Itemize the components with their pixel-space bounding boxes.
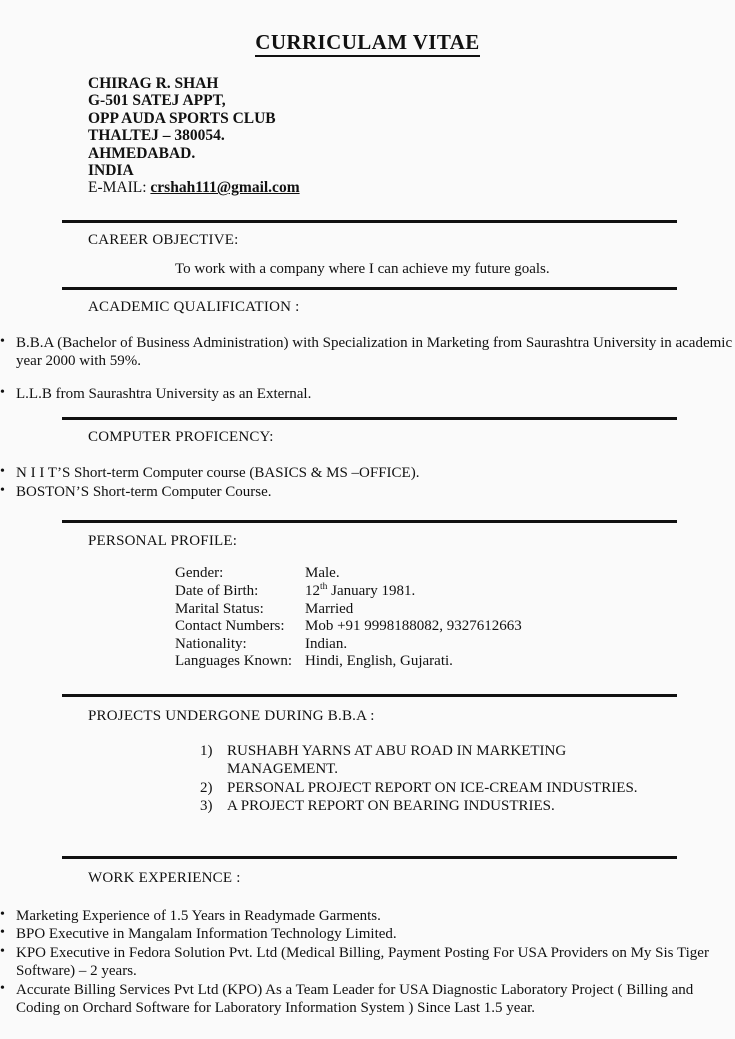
list-item: • BOSTON’S Short-term Computer Course. bbox=[0, 483, 735, 502]
work-experience-list bbox=[0, 907, 735, 1018]
table-row bbox=[175, 636, 522, 654]
address-line-4: AHMEDABAD. bbox=[88, 144, 196, 162]
dob-rest: January 1981. bbox=[327, 582, 416, 599]
section-heading-academic: ACADEMIC QUALIFICATION : bbox=[88, 298, 300, 315]
list-item-text: PERSONAL PROJECT REPORT ON ICE-CREAM INDUSTRIES. bbox=[227, 779, 638, 796]
address-line-2: OPP AUDA SPORTS CLUB bbox=[88, 109, 276, 127]
list-item: • N I I T’S Short-term Computer course (BASICS & MS –OFFICE). bbox=[0, 464, 735, 483]
profile-value: Indian. bbox=[305, 635, 348, 652]
list-item bbox=[200, 797, 675, 816]
table-row bbox=[175, 601, 522, 619]
email-label: E-MAIL: bbox=[88, 179, 151, 197]
projects-list bbox=[0, 742, 735, 816]
list-item: • Marketing Experience of 1.5 Years in Readymade Garments. bbox=[0, 907, 735, 926]
page-title-text: CURRICULAM VITAE bbox=[255, 30, 479, 57]
list-item: • Accurate Billing Services Pvt Ltd (KPO) As a Team Leader for USA Diagnostic Laboratory Project ( Billing and Coding on Orchard Software for Laboratory Information System ) Since Last 1.5 year. bbox=[0, 981, 735, 1018]
list-item bbox=[200, 779, 675, 798]
profile-value: Hindi, English, Gujarati. bbox=[305, 653, 453, 670]
address-line-5: INDIA bbox=[88, 162, 134, 180]
profile-value: Married bbox=[305, 600, 354, 617]
dob-day: 12 bbox=[305, 582, 320, 599]
list-item-number: 3) bbox=[200, 798, 213, 815]
profile-label: Date of Birth: bbox=[175, 582, 259, 599]
list-item: • L.L.B from Saurashtra University as an External. bbox=[0, 385, 735, 404]
address-line-3: THALTEJ – 380054. bbox=[88, 127, 225, 145]
profile-value: Male. bbox=[305, 565, 340, 582]
contact-block bbox=[0, 75, 735, 197]
list-item-text: A PROJECT REPORT ON BEARING INDUSTRIES. bbox=[227, 798, 555, 815]
dob-ordinal-suffix: th bbox=[320, 581, 328, 592]
profile-label: Languages Known: bbox=[175, 653, 293, 670]
profile-label: Nationality: bbox=[175, 635, 247, 652]
table-row bbox=[175, 653, 522, 671]
email-line bbox=[88, 179, 735, 196]
email-link[interactable]: crshah111@gmail.com bbox=[150, 179, 300, 197]
profile-label: Contact Numbers: bbox=[175, 618, 285, 635]
table-row bbox=[175, 565, 522, 583]
section-heading-personal-profile: PERSONAL PROFILE: bbox=[88, 533, 238, 550]
list-item-number: 1) bbox=[200, 742, 213, 759]
section-heading-career-objective: CAREER OBJECTIVE: bbox=[88, 231, 239, 248]
profile-value bbox=[305, 583, 522, 601]
profile-label: Gender: bbox=[175, 565, 224, 582]
table-row bbox=[175, 618, 522, 636]
list-item: • KPO Executive in Fedora Solution Pvt. Ltd (Medical Billing, Payment Posting For USA Providers on My Sis Tiger Software) – 2 years. bbox=[0, 944, 735, 981]
personal-profile-table bbox=[175, 565, 522, 671]
section-heading-projects: PROJECTS UNDERGONE DURING B.B.A : bbox=[88, 707, 375, 724]
list-item-text: RUSHABH YARNS AT ABU ROAD IN MARKETING MANAGEMENT. bbox=[227, 742, 567, 778]
profile-label: Marital Status: bbox=[175, 600, 264, 617]
career-objective-text: To work with a company where I can achieve my future goals. bbox=[175, 260, 550, 277]
contact-name: CHIRAG R. SHAH bbox=[88, 75, 219, 92]
list-item-number: 2) bbox=[200, 779, 213, 796]
computer-proficiency-list bbox=[0, 464, 735, 501]
list-item: • BPO Executive in Mangalam Information Technology Limited. bbox=[0, 925, 735, 944]
list-item bbox=[200, 742, 675, 779]
table-row bbox=[175, 583, 522, 601]
section-heading-computer: COMPUTER PROFICENCY: bbox=[88, 429, 274, 446]
list-item: • B.B.A (Bachelor of Business Administration) with Specialization in Marketing from Saurashtra University in academic year 2000 with 59%. bbox=[0, 334, 735, 371]
academic-list bbox=[0, 334, 735, 404]
profile-value: Mob +91 9998188082, 9327612663 bbox=[305, 618, 522, 635]
section-heading-work-experience: WORK EXPERIENCE : bbox=[88, 869, 241, 886]
address-line-1: G-501 SATEJ APPT, bbox=[88, 92, 226, 110]
page-title bbox=[0, 0, 735, 55]
